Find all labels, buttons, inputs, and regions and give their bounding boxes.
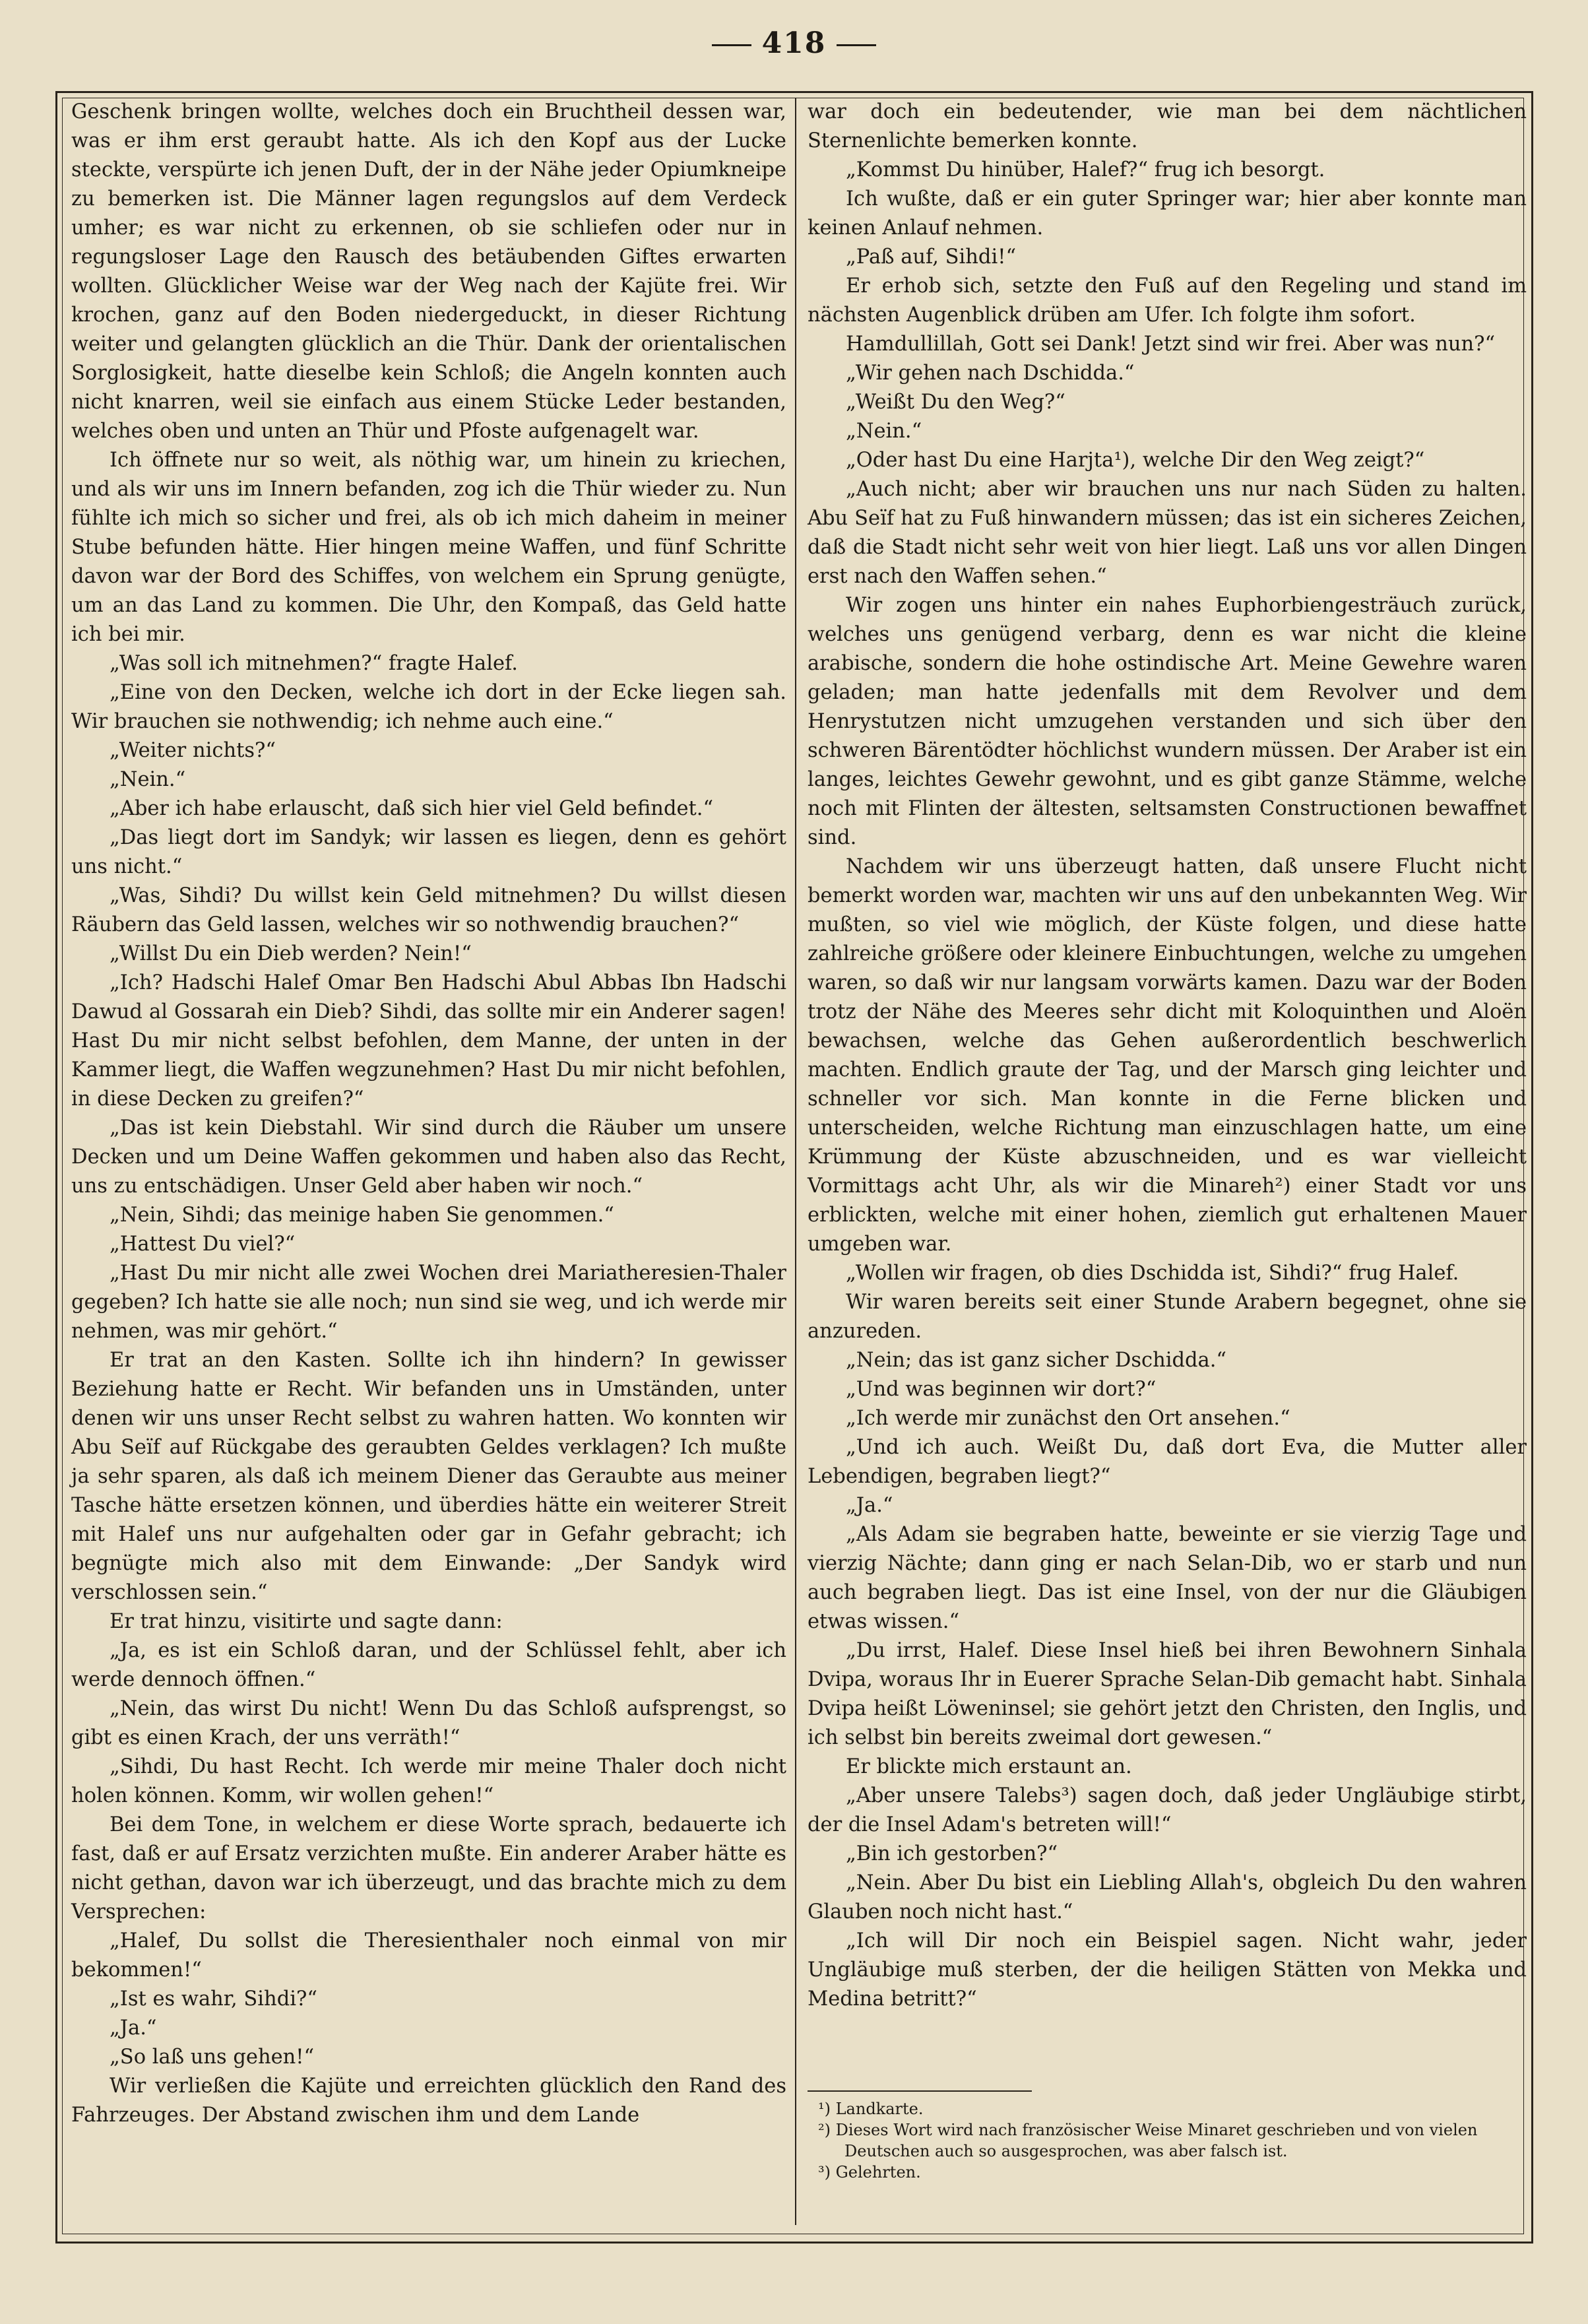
footnote: ³) Gelehrten.: [818, 2163, 921, 2181]
paragraph: „Ja.“: [846, 1494, 893, 1517]
paragraph: Er trat an den Kasten. Sollte ich ihn hindern? In gewisser Beziehung hatte er Recht. Wir befanden uns in Umständen, unter denen wir uns unser Recht selbst zu wahren hatten. Wo konnten wir Abu Seïf auf Rückgabe des geraubten Geldes verklagen? Ich mußte ja sehr sparen, als daß ich meinem Diener das Geraubte aus meiner Tasche hätte ersetzen können, und überdies hätte ein weiterer Streit mit Halef uns nur aufgehalten oder gar in Gefahr gebracht; ich begnügte mich also mit dem Einwande: „Der Sandyk wird verschlossen sein.“: [71, 1349, 786, 1604]
page-number: 418: [761, 26, 827, 60]
paragraph: „Ich? Hadschi Halef Omar Ben Hadschi Abul Abbas Ibn Hadschi Dawud al Gossarah ein Dieb? Sihdi, das sollte mir ein Anderer sagen! Hast Du mir nicht selbst befohlen, dem Manne, der unten in der Kammer liegt, die Waffen wegzunehmen? Hast Du mir nicht befohlen, in diese Decken zu greifen?“: [71, 971, 786, 1111]
paragraph: Er blickte mich erstaunt an.: [846, 1755, 1132, 1778]
paragraph: „Weiter nichts?“: [110, 739, 276, 762]
paragraph: „Paß auf, Sihdi!“: [846, 245, 1017, 269]
paragraph: Hamdullillah, Gott sei Dank! Jetzt sind wir frei. Aber was nun?“: [846, 333, 1496, 356]
paragraph: „Und ich auch. Weißt Du, daß dort Eva, die Mutter aller Lebendigen, begraben liegt?“: [808, 1436, 1527, 1488]
paragraph: „Nein; das ist ganz sicher Dschidda.“: [846, 1349, 1226, 1372]
paragraph: „Nein.“: [110, 768, 186, 791]
paragraph: „Was soll ich mitnehmen?“ fragte Halef.: [110, 652, 518, 675]
paragraph: Wir zogen uns hinter ein nahes Euphorbiengesträuch zurück, welches uns genügend verbarg, denn es war nicht die kleine arabische, sondern die hohe ostindische Art. Meine Gewehre waren geladen; man hatte jedenfalls mit dem Revolver und dem Henrystutzen nicht umzugehen verstanden und sich über den schweren Bärentödter höchlichst wundern müssen. Der Araber ist ein langes, leichtes Gewehr gewohnt, und es gibt ganze Stämme, welche noch mit Flinten der ältesten, seltsamsten Constructionen bewaffnet sind.: [808, 594, 1527, 849]
header-dash-left: [712, 44, 751, 46]
paragraph: war doch ein bedeutender, wie man bei dem nächtlichen Sternenlichte bemerken konnte.: [808, 100, 1527, 152]
paragraph: Wir waren bereits seit einer Stunde Arabern begegnet, ohne sie anzureden.: [808, 1291, 1527, 1343]
header-dash-right: [837, 44, 876, 46]
paragraph: „Als Adam sie begraben hatte, beweinte er sie vierzig Tage und vierzig Nächte; dann ging er nach Selan-Dib, wo er starb und nun auch begraben liegt. Das ist eine Insel, von der nur die Gläubigen etwas wissen.“: [808, 1523, 1527, 1633]
footnote: ¹) Landkarte.: [818, 2100, 924, 2118]
paragraph: „Nein. Aber Du bist ein Liebling Allah's, obgleich Du den wahren Glauben noch nicht hast.“: [808, 1871, 1527, 1923]
paragraph: „Ja.“: [110, 2017, 157, 2040]
paragraph: „Was, Sihdi? Du willst kein Geld mitnehmen? Du willst diesen Räubern das Geld lassen, welches wir so nothwendig brauchen?“: [71, 884, 786, 936]
paragraph: „Halef, Du sollst die Theresienthaler noch einmal von mir bekommen!“: [71, 1929, 786, 1982]
page-header: [0, 26, 1588, 60]
paragraph: „Hattest Du viel?“: [110, 1233, 296, 1256]
paragraph: Geschenk bringen wollte, welches doch ein Bruchtheil dessen war, was er ihm erst geraubt hatte. Als ich den Kopf aus der Lucke steckte, verspürte ich jenen Duft, der in der Nähe jeder Opiumkneipe zu bemerken ist. Die Männer lagen regungslos auf dem Verdeck umher; es war nicht zu erkennen, ob sie schliefen oder nur in regungsloser Lage den Rausch des betäubenden Giftes erwarten wollten. Glücklicher Weise war der Weg nach der Kajüte frei. Wir krochen, ganz auf den Boden niedergeduckt, in dieser Richtung weiter und gelangten glücklich an die Thür. Dank der orientalischen Sorglosigkeit, hatte dieselbe kein Schloß; die Angeln konnten auch nicht knarren, weil sie einfach aus einem Stücke Leder bestanden, welches oben und unten an Thür und Pfoste aufgenagelt war.: [71, 100, 786, 443]
paragraph: „Aber ich habe erlauscht, daß sich hier viel Geld befindet.“: [110, 797, 714, 820]
paragraph: „Du irrst, Halef. Diese Insel hieß bei ihren Bewohnern Sinhala Dvipa, woraus Ihr in Euerer Sprache Selan-Dib gemacht habt. Sinhala Dvipa heißt Löweninsel; sie gehört jetzt den Christen, den Inglis, und ich selbst bin bereits zweimal dort gewesen.“: [808, 1639, 1527, 1749]
paragraph: „Wir gehen nach Dschidda.“: [846, 362, 1135, 385]
paragraph: „Das ist kein Diebstahl. Wir sind durch die Räuber um unsere Decken und um Deine Waffen gekommen und haben also das Recht, uns zu entschädigen. Unser Geld aber haben wir noch.“: [71, 1116, 786, 1198]
paragraph: „Hast Du mir nicht alle zwei Wochen drei Mariatheresien-Thaler gegeben? Ich hatte sie alle noch; nun sind sie weg, und ich werde mir nehmen, was mir gehört.“: [71, 1262, 786, 1343]
footnote-rule: [808, 2090, 1032, 2092]
paragraph: „Nein, das wirst Du nicht! Wenn Du das Schloß aufsprengst, so gibt es einen Krach, der uns verräth!“: [71, 1697, 786, 1749]
paragraph: „Ich werde mir zunächst den Ort ansehen.“: [846, 1407, 1290, 1430]
paragraph: „Nein, Sihdi; das meinige haben Sie genommen.“: [110, 1204, 614, 1227]
paragraph: „Willst Du ein Dieb werden? Nein!“: [110, 942, 472, 965]
paragraph: „Ist es wahr, Sihdi?“: [110, 1987, 317, 2011]
footnote: ²) Dieses Wort wird nach französischer Weise Minaret geschrieben und von vielen Deutschen auch so ausgesprochen, was aber falsch ist.: [818, 2121, 1478, 2160]
paragraph: Wir verließen die Kajüte und erreichten glücklich den Rand des Fahrzeuges. Der Abstand zwischen ihm und dem Lande: [71, 2075, 786, 2127]
column-divider: [795, 98, 796, 2225]
left-column: [71, 98, 786, 2130]
paragraph: Ich öffnete nur so weit, als nöthig war, um hinein zu kriechen, und als wir uns im Innern befanden, zog ich die Thür wieder zu. Nun fühlte ich mich so sicher und frei, als ob ich mich daheim in meiner Stube befunden hätte. Hier hingen meine Waffen, und fünf Schritte davon war der Bord des Schiffes, von welchem ein Sprung genügte, um an das Land zu kommen. Die Uhr, den Kompaß, das Geld hatte ich bei mir.: [71, 449, 786, 646]
footnotes: [818, 2098, 1527, 2183]
paragraph: Er trat hinzu, visitirte und sagte dann:: [110, 1610, 503, 1633]
paragraph: „So laß uns gehen!“: [110, 2046, 315, 2069]
paragraph: „Sihdi, Du hast Recht. Ich werde mir meine Thaler doch nicht holen können. Komm, wir wollen gehen!“: [71, 1755, 786, 1807]
paragraph: „Nein.“: [846, 420, 922, 443]
paragraph: „Aber unsere Talebs³) sagen doch, daß jeder Ungläubige stirbt, der die Insel Adam's betreten will!“: [808, 1784, 1527, 1836]
paragraph: „Oder hast Du eine Harjta¹), welche Dir den Weg zeigt?“: [846, 449, 1425, 472]
paragraph: „Das liegt dort im Sandyk; wir lassen es liegen, denn es gehört uns nicht.“: [71, 826, 786, 878]
paragraph: „Kommst Du hinüber, Halef?“ frug ich besorgt.: [846, 158, 1325, 181]
paragraph: „Ich will Dir noch ein Beispiel sagen. Nicht wahr, jeder Ungläubige muß sterben, der die heiligen Stätten von Mekka und Medina betritt?“: [808, 1929, 1527, 2011]
paragraph: „Bin ich gestorben?“: [846, 1842, 1058, 1865]
paragraph: Nachdem wir uns überzeugt hatten, daß unsere Flucht nicht bemerkt worden war, machten wir uns auf den unbekannten Weg. Wir mußten, so viel wie möglich, der Küste folgen, und diese hatte zahlreiche größere oder kleinere Einbuchtungen, welche zu umgehen waren, so daß wir nur langsam vorwärts kamen. Dazu war der Boden trotz der Nähe des Meeres sehr dicht mit Koloquinthen und Aloën bewachsen, welche das Gehen außerordentlich beschwerlich machten. Endlich graute der Tag, und der Marsch ging leichter und schneller vor sich. Man konnte in die Ferne blicken und unterscheiden, welche Richtung man einzuschlagen hatte, um eine Krümmung der Küste abzuschneiden, und es war vielleicht Vormittags acht Uhr, als wir die Minareh²) einer Stadt vor uns erblickten, welche mit einer hohen, ziemlich gut erhaltenen Mauer umgeben war.: [808, 855, 1527, 1256]
paragraph: „Eine von den Decken, welche ich dort in der Ecke liegen sah. Wir brauchen sie nothwendig; ich nehme auch eine.“: [71, 681, 786, 733]
paragraph: „Ja, es ist ein Schloß daran, und der Schlüssel fehlt, aber ich werde dennoch öffnen.“: [71, 1639, 786, 1691]
paragraph: „Und was beginnen wir dort?“: [846, 1378, 1157, 1401]
right-column: [808, 98, 1527, 2014]
paragraph: Bei dem Tone, in welchem er diese Worte sprach, bedauerte ich fast, daß er auf Ersatz verzichten mußte. Ein anderer Araber hätte es nicht gethan, davon war ich überzeugt, und das brachte mich zu dem Versprechen:: [71, 1813, 786, 1923]
paragraph: Er erhob sich, setzte den Fuß auf den Regeling und stand im nächsten Augenblick drüben am Ufer. Ich folgte ihm sofort.: [808, 274, 1527, 327]
paragraph: Ich wußte, daß er ein guter Springer war; hier aber konnte man keinen Anlauf nehmen.: [808, 187, 1527, 240]
paragraph: „Wollen wir fragen, ob dies Dschidda ist, Sihdi?“ frug Halef.: [846, 1262, 1459, 1285]
paragraph: „Auch nicht; aber wir brauchen uns nur nach Süden zu halten. Abu Seïf hat zu Fuß hinwandern müssen; das ist ein sicheres Zeichen, daß die Stadt nicht sehr weit von hier liegt. Laß uns vor allen Dingen erst nach den Waffen sehen.“: [808, 478, 1527, 588]
paragraph: „Weißt Du den Weg?“: [846, 391, 1065, 414]
